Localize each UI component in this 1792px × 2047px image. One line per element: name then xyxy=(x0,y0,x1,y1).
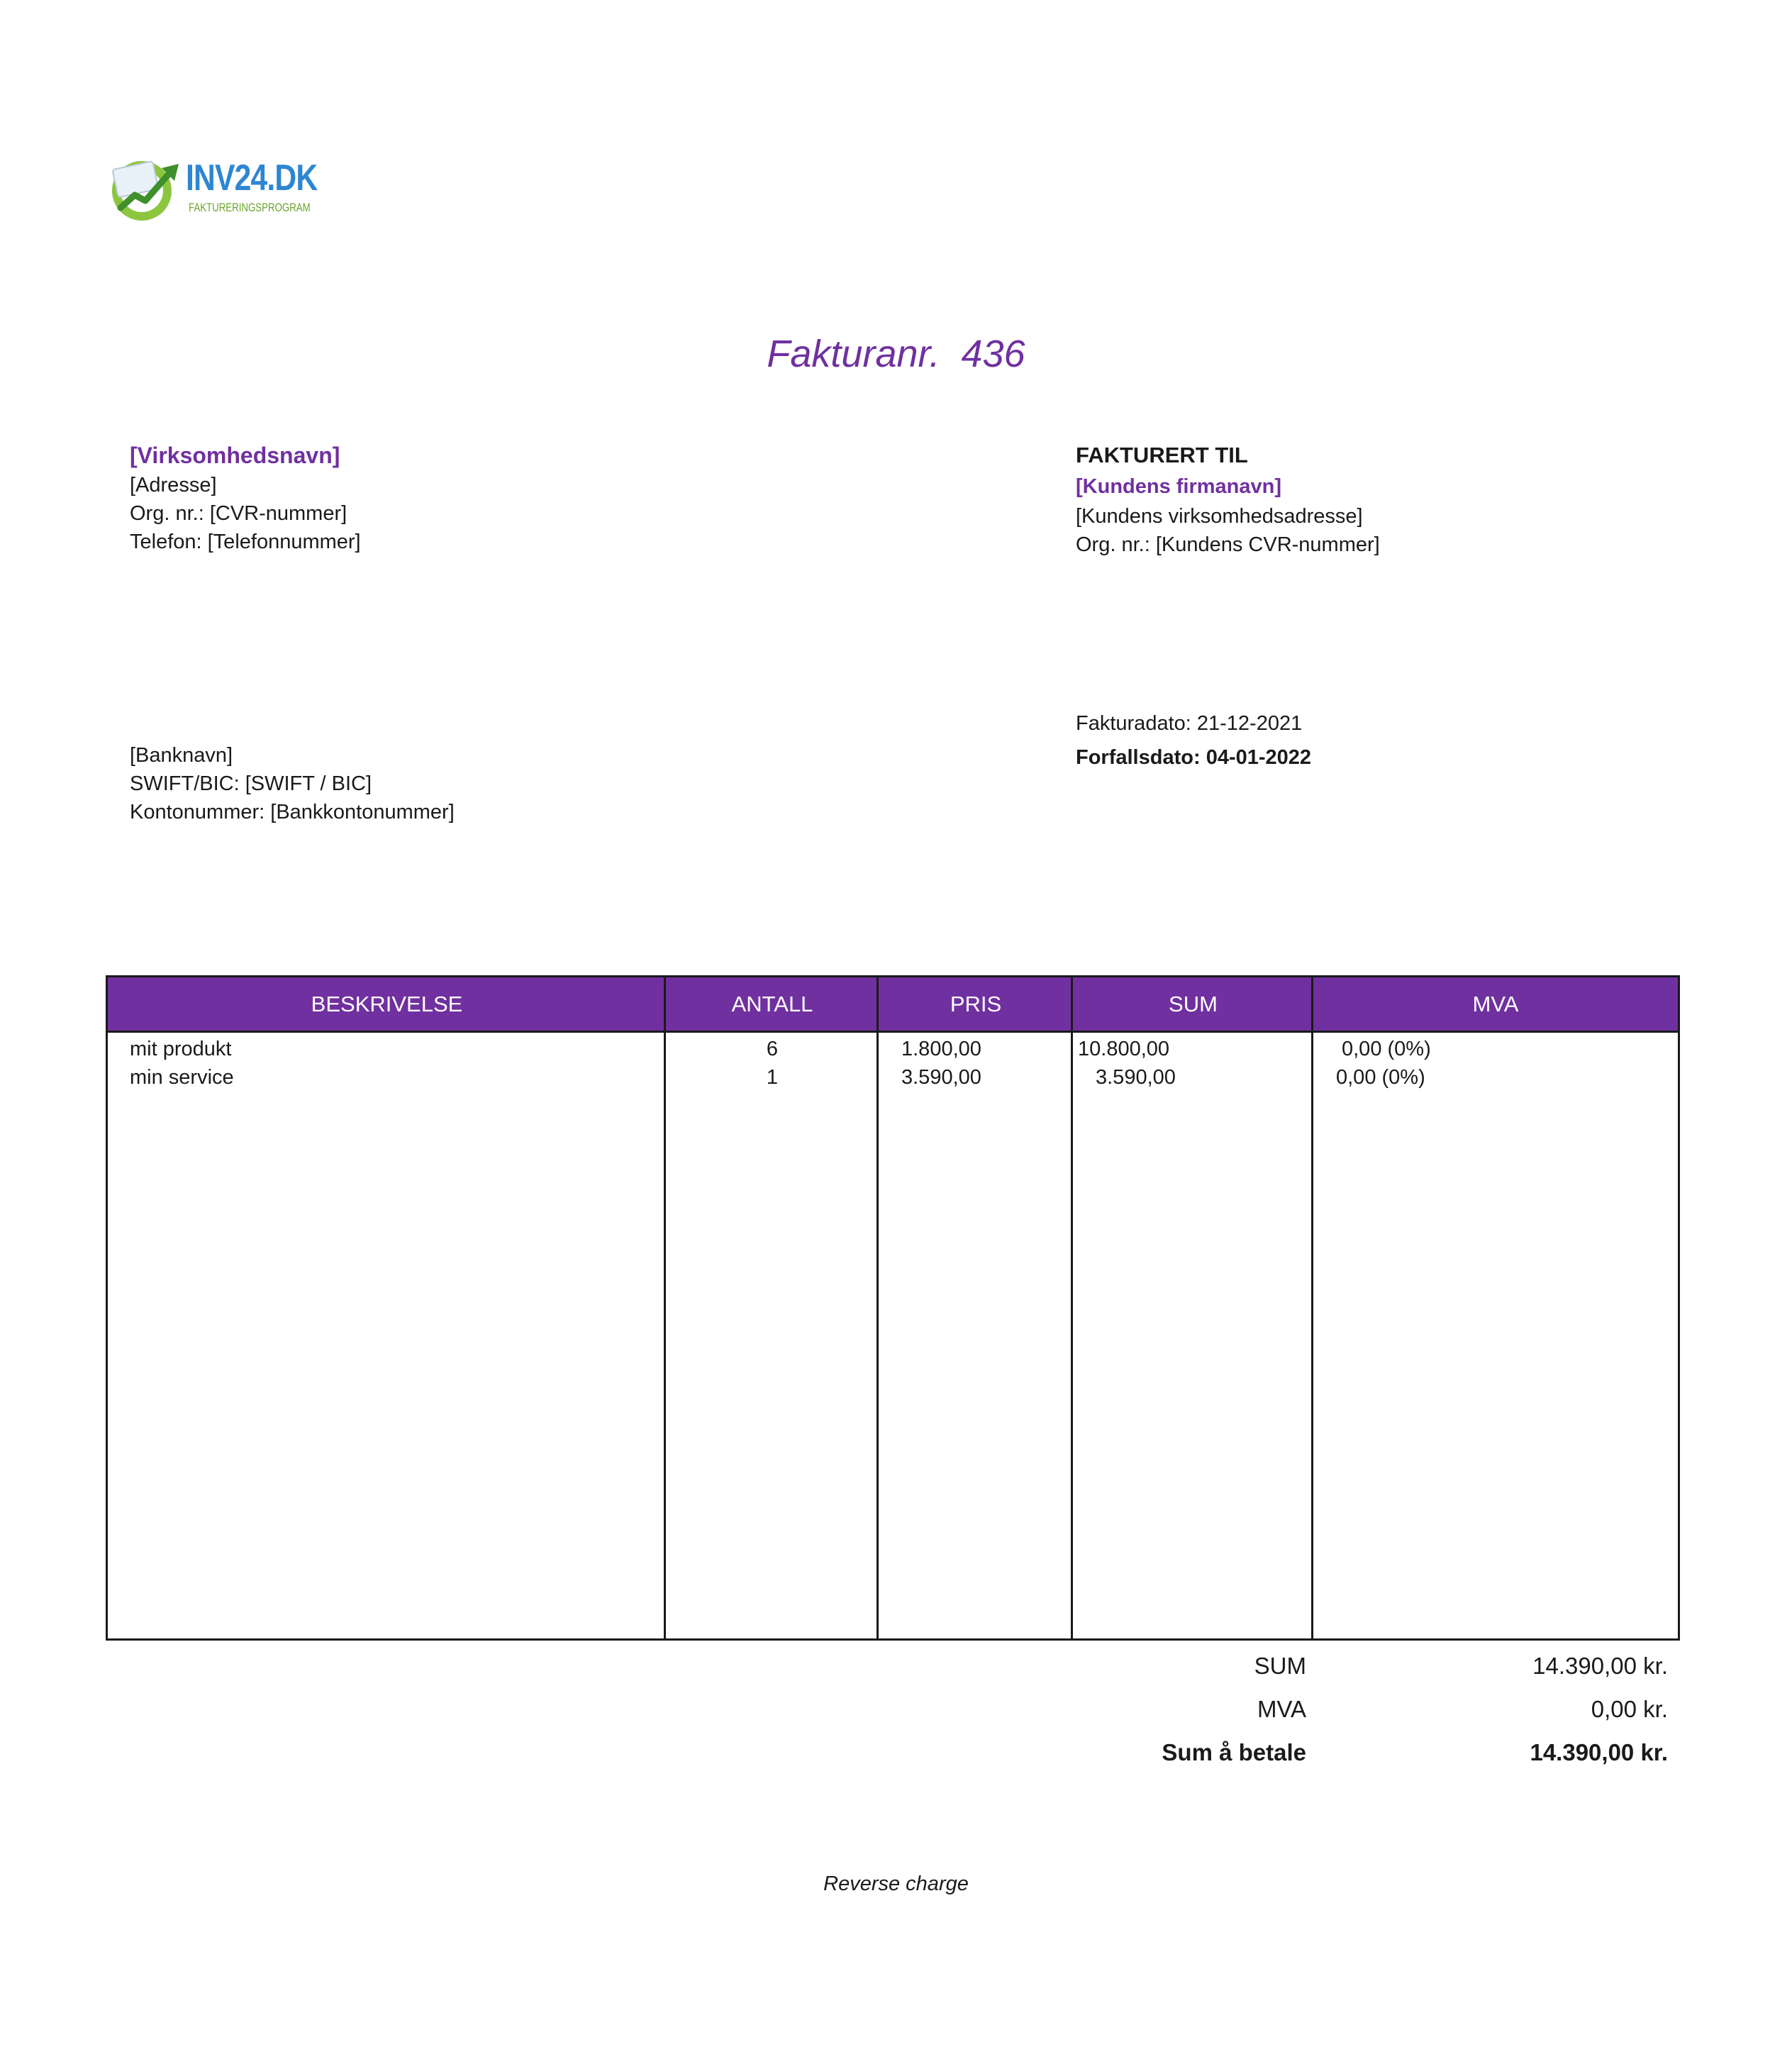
logo-tagline: FAKTURERINGSPROGRAM xyxy=(189,201,311,214)
row-description: mit produkt xyxy=(130,1038,232,1060)
row-vat: 0,00 (0%) xyxy=(1342,1038,1431,1060)
seller-phone: Telefon: [Telefonnummer] xyxy=(130,531,361,553)
totals-sum-label: SUM xyxy=(1254,1653,1306,1679)
column-divider xyxy=(1071,977,1073,1638)
due-date-value: 04-01-2022 xyxy=(1206,746,1312,769)
row-description: min service xyxy=(130,1066,234,1089)
invoice-date: Fakturadato: 21-12-2021 xyxy=(1076,712,1303,735)
bank-account: Kontonummer: [Bankkontonummer] xyxy=(130,801,455,823)
buyer-block xyxy=(1076,440,1380,559)
invoice-title: Fakturanr. 436 xyxy=(767,333,1025,375)
due-date-label: Forfallsdato: xyxy=(1076,746,1201,769)
seller-address: [Adresse] xyxy=(130,474,217,497)
seller-org: Org. nr.: [CVR-nummer] xyxy=(130,502,347,525)
table-header xyxy=(108,977,1678,1033)
footer-note: Reverse charge xyxy=(823,1873,969,1895)
totals-vat-value: 0,00 kr. xyxy=(1591,1696,1668,1722)
totals-vat-label: MVA xyxy=(1257,1696,1306,1722)
totals-sum-value: 14.390,00 kr. xyxy=(1532,1653,1668,1679)
due-date xyxy=(1076,740,1311,775)
logo-graphic-icon xyxy=(106,152,184,223)
line-items-table xyxy=(106,975,1680,1641)
header-quantity: ANTALL xyxy=(731,992,813,1016)
row-vat: 0,00 (0%) xyxy=(1336,1066,1425,1089)
dates-block xyxy=(1076,706,1311,775)
header-price: PRIS xyxy=(950,992,1002,1016)
column-divider xyxy=(1311,977,1313,1638)
row-price: 1.800,00 xyxy=(901,1038,981,1060)
bank-block xyxy=(130,741,455,826)
buyer-company: [Kundens firmanavn] xyxy=(1076,475,1282,498)
header-description: BESKRIVELSE xyxy=(311,992,463,1016)
buyer-heading: FAKTURERT TIL xyxy=(1076,443,1248,467)
buyer-address: [Kundens virksomhedsadresse] xyxy=(1076,505,1363,528)
header-vat: MVA xyxy=(1472,992,1519,1016)
row-sum: 3.590,00 xyxy=(1096,1066,1176,1089)
seller-company: [Virksomhedsnavn] xyxy=(130,443,340,468)
row-quantity: 6 xyxy=(766,1038,779,1060)
logo-wordmark: INV24.DK xyxy=(186,157,318,199)
bank-name: [Banknavn] xyxy=(130,744,233,767)
row-quantity: 1 xyxy=(766,1066,779,1089)
row-sum: 10.800,00 xyxy=(1078,1038,1170,1060)
company-logo xyxy=(106,152,319,223)
buyer-org: Org. nr.: [Kundens CVR-nummer] xyxy=(1076,533,1380,556)
seller-block xyxy=(130,440,361,556)
totals-due-label: Sum å betale xyxy=(1162,1739,1306,1765)
bank-swift: SWIFT/BIC: [SWIFT / BIC] xyxy=(130,772,372,795)
totals-due-value: 14.390,00 kr. xyxy=(1530,1739,1668,1765)
header-sum: SUM xyxy=(1169,992,1218,1016)
row-price: 3.590,00 xyxy=(901,1066,981,1089)
